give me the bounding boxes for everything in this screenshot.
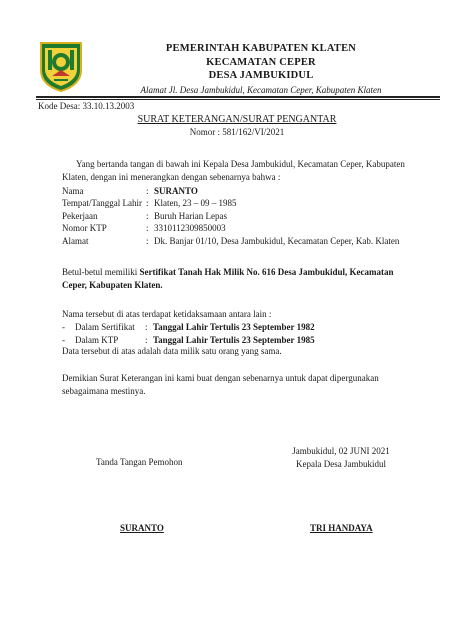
field-row-ktp — [62, 222, 399, 234]
intro-line-2: Klaten, dengan ini menerangkan dengan sebenarnya bahwa : — [62, 172, 281, 182]
letterhead-government: PEMERINTAH KABUPATEN KLATEN — [165, 43, 357, 54]
field-row-birth — [62, 197, 399, 209]
discrepancy-colon: : — [145, 334, 148, 345]
ownership-certificate: Sertifikat Tanah Hak Milik No. 616 Desa Jambukidul, Kecamatan — [139, 267, 394, 277]
village-code: Kode Desa: 33.10.13.2003 — [38, 101, 135, 111]
same-person-statement: Data tersebut di atas adalah data milik satu orang yang sama. — [62, 346, 282, 356]
field-colon: : — [146, 210, 149, 221]
field-label: Nomor KTP — [62, 223, 107, 234]
field-colon: : — [146, 186, 149, 196]
letterhead-district: KECAMATAN CEPER — [206, 56, 316, 68]
applicant-name: SURANTO — [120, 523, 164, 533]
ownership-prefix: Betul-betul memiliki — [62, 267, 140, 277]
field-value: Dk. Banjar 01/10, Desa Jambukidul, Kecamatan Ceper, Kab. Klaten — [154, 235, 400, 246]
field-label: Pekerjaan — [62, 210, 98, 221]
closing-line-2: sebagaimana mestinya. — [62, 386, 146, 396]
official-name: TRI HANDAYA — [310, 523, 373, 533]
field-row-name — [62, 185, 399, 197]
discrepancy-value: Tanggal Lahir Tertulis 23 September 1985 — [153, 334, 315, 345]
field-value: Buruh Harian Lepas — [154, 210, 227, 221]
field-colon: : — [146, 235, 149, 246]
official-signature-block — [276, 445, 406, 470]
letter-number: Nomor : 581/162/VI/2021 — [189, 127, 285, 137]
intro-line-1: Yang bertanda tangan di bawah ini Kepala Desa Jambukidul, Kecamatan Ceper, Kabupaten — [76, 159, 405, 169]
field-label: Tempat/Tanggal Lahir — [62, 198, 142, 209]
kabupaten-klaten-emblem-icon — [38, 40, 84, 92]
discrepancy-label: Dalam KTP — [75, 334, 119, 345]
field-colon: : — [146, 223, 149, 234]
letterhead-village: DESA JAMBUKIDUL — [208, 70, 314, 81]
discrepancy-value: Tanggal Lahir Tertulis 23 September 1982 — [153, 322, 315, 332]
discrepancy-list — [62, 321, 315, 346]
field-row-address — [62, 235, 399, 247]
field-value: 3310112309850003 — [154, 223, 226, 234]
field-value: Klaten, 23 – 09 – 1985 — [154, 198, 237, 209]
closing-paragraph — [62, 372, 424, 398]
discrepancy-item — [62, 321, 315, 334]
ownership-paragraph — [62, 266, 424, 292]
list-dash: - — [62, 334, 65, 345]
list-dash: - — [62, 322, 65, 332]
closing-line-1: Demikian Surat Keterangan ini kami buat dengan sebenarnya untuk dapat dipergunakan — [62, 373, 379, 383]
ownership-location: Ceper, Kabupaten Klaten. — [62, 280, 163, 290]
letter-title: SURAT KETERANGAN/SURAT PENGANTAR — [137, 114, 337, 125]
identity-fields — [62, 185, 399, 247]
field-label: Nama — [62, 186, 84, 196]
intro-paragraph — [62, 158, 424, 184]
official-title: Kepala Desa Jambukidul — [296, 458, 386, 469]
letterhead — [96, 42, 426, 97]
applicant-signature-title: Tanda Tangan Pemohon — [96, 457, 183, 467]
place-date: Jambukidul, 02 JUNI 2021 — [292, 446, 390, 456]
letterhead-rule-thick — [36, 96, 440, 98]
field-label: Alamat — [62, 235, 89, 246]
discrepancy-intro: Nama tersebut di atas terdapat ketidaksamaan antara lain : — [62, 309, 272, 319]
discrepancy-colon: : — [145, 322, 148, 332]
field-value: SURANTO — [154, 186, 198, 196]
field-colon: : — [146, 198, 149, 209]
discrepancy-label: Dalam Sertifikat — [75, 322, 135, 332]
letterhead-rule-thin — [36, 99, 440, 100]
letterhead-address: Alamat Jl. Desa Jambukidul, Kecamatan Ceper, Kabupaten Klaten — [140, 84, 382, 95]
field-row-occupation — [62, 210, 399, 222]
